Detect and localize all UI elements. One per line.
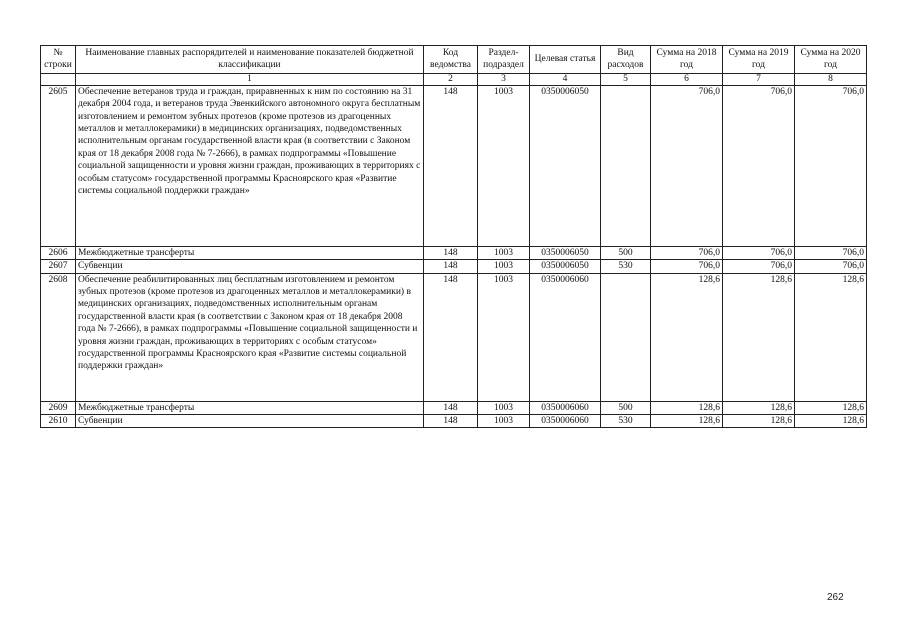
column-number: 6 xyxy=(651,73,723,85)
target-item-code: 0350006060 xyxy=(530,415,601,428)
section-code: 1003 xyxy=(478,246,530,259)
row-number: 2609 xyxy=(41,401,76,414)
row-name: Субвенции xyxy=(76,415,424,428)
sum-2018: 706,0 xyxy=(651,260,723,273)
section-code: 1003 xyxy=(478,260,530,273)
table-row xyxy=(41,260,867,273)
row-name: Субвенции xyxy=(76,260,424,273)
sum-2020: 128,6 xyxy=(795,273,867,401)
column-number xyxy=(41,73,76,85)
column-number: 8 xyxy=(795,73,867,85)
row-name: Обеспечение реабилитированных лиц бесплатным изготовлением и ремонтом зубных протезов (кроме протезов из драгоценных металлов и металлокерамики) в медицинских организациях, подведомственных исполнительным органам государственной власти края (в соответствии с Законом края от 18 декабря 2008 года № 7-2666), в рамках подпрограммы «Повышение социальной защищенности и уровня жизни граждан, проживающих в территориях с особым статусом» государственной программы Красноярского края «Развитие системы социальной поддержки граждан» xyxy=(76,273,424,401)
sum-2019: 128,6 xyxy=(723,273,795,401)
sum-2018: 706,0 xyxy=(651,85,723,246)
column-number: 2 xyxy=(424,73,478,85)
row-name: Межбюджетные трансферты xyxy=(76,401,424,414)
section-code: 1003 xyxy=(478,85,530,246)
department-code: 148 xyxy=(424,85,478,246)
sum-2020: 128,6 xyxy=(795,401,867,414)
budget-table xyxy=(40,45,867,428)
department-code: 148 xyxy=(424,415,478,428)
header-section: Раздел-подраздел xyxy=(478,46,530,74)
header-row xyxy=(41,46,867,74)
target-item-code: 0350006050 xyxy=(530,85,601,246)
header-row-number: № строки xyxy=(41,46,76,74)
row-name: Межбюджетные трансферты xyxy=(76,246,424,259)
column-number: 3 xyxy=(478,73,530,85)
target-item-code: 0350006050 xyxy=(530,260,601,273)
sum-2018: 706,0 xyxy=(651,246,723,259)
header-target-item: Целевая статья xyxy=(530,46,601,74)
header-expense-type: Вид расходов xyxy=(601,46,651,74)
header-name: Наименование главных распорядителей и наименование показателей бюджетной классификации xyxy=(76,46,424,74)
sum-2019: 128,6 xyxy=(723,415,795,428)
sum-2020: 706,0 xyxy=(795,260,867,273)
sum-2018: 128,6 xyxy=(651,401,723,414)
department-code: 148 xyxy=(424,401,478,414)
target-item-code: 0350006060 xyxy=(530,273,601,401)
header-sum-2018: Сумма на 2018 год xyxy=(651,46,723,74)
sum-2019: 706,0 xyxy=(723,246,795,259)
table-row xyxy=(41,273,867,401)
target-item-code: 0350006060 xyxy=(530,401,601,414)
row-name: Обеспечение ветеранов труда и граждан, приравненных к ним по состоянию на 31 декабря 2004 года, и ветеранов труда Эвенкийского автономного округа бесплатным изготовлением и ремонтом зубных протезов (кроме протезов из драгоценных металлов и металлокерамики) в медицинских организациях, подведомственных исполнительным органам государственной власти края (в соответствии с Законом края от 18 декабря 2008 года № 7-2666), в рамках подпрограммы «Повышение социальной защищенности и уровня жизни граждан, проживающих в территориях с особым статусом» государственной программы Красноярского края «Развитие системы социальной поддержки граждан» xyxy=(76,85,424,246)
table-row xyxy=(41,85,867,246)
sum-2018: 128,6 xyxy=(651,415,723,428)
header-department-code: Код ведомства xyxy=(424,46,478,74)
expense-type-code: 500 xyxy=(601,246,651,259)
table-row xyxy=(41,415,867,428)
sum-2019: 706,0 xyxy=(723,260,795,273)
department-code: 148 xyxy=(424,260,478,273)
sum-2020: 128,6 xyxy=(795,415,867,428)
row-number: 2608 xyxy=(41,273,76,401)
expense-type-code xyxy=(601,273,651,401)
column-number: 7 xyxy=(723,73,795,85)
row-number: 2606 xyxy=(41,246,76,259)
expense-type-code: 500 xyxy=(601,401,651,414)
department-code: 148 xyxy=(424,246,478,259)
page-number: 262 xyxy=(827,592,844,603)
column-number-row xyxy=(41,73,867,85)
section-code: 1003 xyxy=(478,401,530,414)
expense-type-code: 530 xyxy=(601,415,651,428)
expense-type-code xyxy=(601,85,651,246)
target-item-code: 0350006050 xyxy=(530,246,601,259)
sum-2020: 706,0 xyxy=(795,246,867,259)
table-row xyxy=(41,246,867,259)
row-number: 2610 xyxy=(41,415,76,428)
row-number: 2605 xyxy=(41,85,76,246)
column-number: 4 xyxy=(530,73,601,85)
expense-type-code: 530 xyxy=(601,260,651,273)
section-code: 1003 xyxy=(478,273,530,401)
column-number: 1 xyxy=(76,73,424,85)
sum-2018: 128,6 xyxy=(651,273,723,401)
header-sum-2019: Сумма на 2019 год xyxy=(723,46,795,74)
sum-2020: 706,0 xyxy=(795,85,867,246)
row-number: 2607 xyxy=(41,260,76,273)
section-code: 1003 xyxy=(478,415,530,428)
department-code: 148 xyxy=(424,273,478,401)
table-row xyxy=(41,401,867,414)
sum-2019: 706,0 xyxy=(723,85,795,246)
column-number: 5 xyxy=(601,73,651,85)
header-sum-2020: Сумма на 2020 год xyxy=(795,46,867,74)
sum-2019: 128,6 xyxy=(723,401,795,414)
